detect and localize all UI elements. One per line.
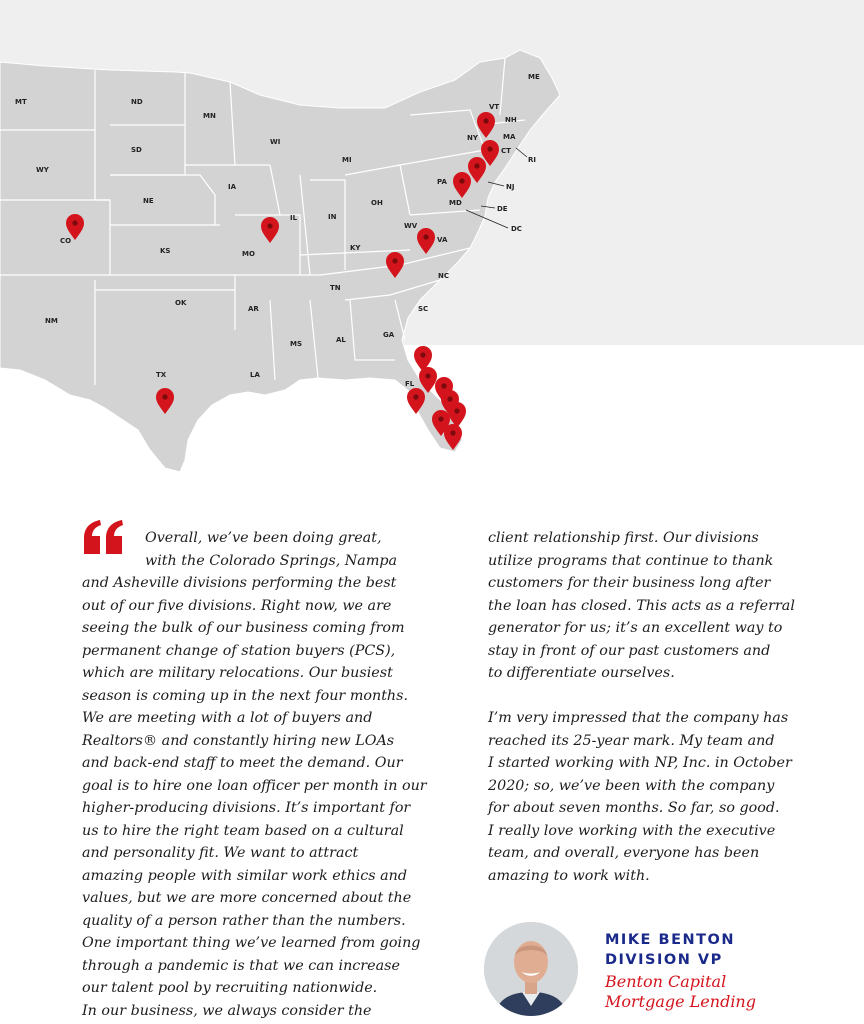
article-line: higher-producing divisions. It’s important for (82, 800, 411, 816)
article-line: utilize programs that continue to thank (488, 552, 774, 569)
svg-text:FL: FL (405, 380, 415, 388)
article-line: out of our five divisions. Right now, we are (82, 597, 392, 614)
article-line: I really love working with the executive (488, 822, 776, 839)
svg-text:NH: NH (505, 116, 517, 124)
article-line: us to hire the right team based on a cultural (82, 822, 404, 839)
article-line: One important thing we’ve learned from going (82, 935, 421, 951)
svg-text:CT: CT (501, 147, 511, 155)
svg-text:LA: LA (250, 371, 260, 379)
avatar (484, 922, 578, 1016)
article-line: with the Colorado Springs, Nampa (145, 552, 398, 569)
company-line: Mortgage Lending (605, 992, 756, 1011)
article-line: stay in front of our past customers and (488, 642, 771, 659)
article-line: Overall, we’ve been doing great, (145, 530, 382, 546)
svg-text:PA: PA (437, 178, 447, 186)
article-line: and Asheville divisions performing the best (82, 575, 397, 591)
svg-text:SC: SC (418, 305, 429, 313)
svg-text:WV: WV (404, 222, 418, 230)
svg-text:MS: MS (290, 340, 303, 348)
svg-text:AR: AR (248, 305, 259, 313)
svg-text:NY: NY (467, 134, 478, 142)
article-line: team, and overall, everyone has been (488, 845, 760, 861)
article-line: seeing the bulk of our business coming from (82, 620, 405, 636)
portrait-photo (484, 922, 578, 1016)
article-left-column (82, 527, 442, 1022)
article-line: generator for us; it’s an excellent way to (488, 620, 783, 636)
svg-text:IA: IA (228, 183, 237, 191)
us-landmass (0, 50, 560, 472)
article-line: I started working with NP, Inc. in October (488, 755, 792, 771)
svg-text:VA: VA (437, 236, 448, 244)
svg-text:TX: TX (156, 371, 167, 379)
svg-text:MO: MO (242, 250, 255, 258)
company-line: Benton Capital (605, 972, 727, 991)
svg-text:GA: GA (383, 331, 395, 339)
us-map (0, 0, 864, 480)
article-line: goal is to hire one loan officer per month in our (82, 777, 427, 794)
svg-text:ME: ME (528, 73, 540, 81)
signature-name-block (605, 930, 735, 970)
svg-text:MI: MI (342, 156, 352, 164)
article-line: reached its 25-year mark. My team and (488, 732, 775, 749)
svg-text:KS: KS (160, 247, 171, 255)
svg-text:WI: WI (270, 138, 281, 146)
svg-text:TN: TN (330, 284, 341, 292)
article-line: and back-end staff to meet the demand. Our (82, 755, 403, 771)
article-line: amazing people with similar work ethics and (82, 867, 408, 884)
company-name (605, 972, 756, 1012)
article-line: through a pandemic is that we can increase (82, 957, 400, 974)
article-line: amazing to work with. (488, 867, 650, 884)
svg-text:DC: DC (511, 225, 522, 233)
svg-text:MT: MT (15, 98, 27, 106)
article-line: I’m very impressed that the company has (488, 710, 789, 726)
svg-text:RI: RI (528, 156, 536, 164)
article-line: our talent pool by recruiting nationwide. (82, 980, 378, 996)
article-line: We are meeting with a lot of buyers and (82, 710, 373, 726)
svg-text:VT: VT (489, 103, 500, 111)
svg-text:NM: NM (45, 317, 58, 325)
article-line: Realtors® and constantly hiring new LOAs (82, 732, 395, 749)
svg-text:IL: IL (290, 214, 298, 222)
article-line: customers for their business long after (488, 575, 771, 591)
svg-text:MN: MN (203, 112, 216, 120)
svg-text:MA: MA (503, 133, 516, 141)
article-line: and personality fit. We want to attract (82, 845, 359, 861)
article-line: which are military relocations. Our busiest (82, 665, 393, 681)
svg-text:OH: OH (371, 199, 383, 207)
svg-text:ND: ND (131, 98, 143, 106)
svg-text:CO: CO (60, 237, 72, 245)
article-line: 2020; so, we’ve been with the company (488, 777, 775, 794)
article-line: season is coming up in the next four months. (82, 687, 409, 704)
svg-text:OK: OK (175, 299, 187, 307)
article-line: client relationship first. Our divisions (488, 530, 759, 546)
svg-text:WY: WY (36, 166, 49, 174)
person-title: DIVISION VP (605, 952, 723, 968)
article-line: permanent change of station buyers (PCS), (82, 642, 396, 659)
svg-text:MD: MD (449, 199, 462, 207)
svg-text:NE: NE (143, 197, 154, 205)
person-name: MIKE BENTON (605, 932, 735, 948)
article-line: In our business, we always consider the (82, 1002, 372, 1019)
svg-text:IN: IN (328, 213, 337, 221)
article-line: to differentiate ourselves. (488, 665, 675, 681)
svg-text:NJ: NJ (506, 183, 515, 191)
article-line: for about seven months. So far, so good. (488, 800, 780, 816)
svg-text:AL: AL (336, 336, 346, 344)
article-line: values, but we are more concerned about the (82, 890, 412, 906)
article-line: the loan has closed. This acts as a referral (488, 597, 795, 614)
article-right-column (488, 527, 808, 887)
article-line: quality of a person rather than the numbers. (82, 912, 406, 929)
svg-text:KY: KY (350, 244, 361, 252)
svg-text:DE: DE (497, 205, 508, 213)
svg-text:SD: SD (131, 146, 142, 154)
svg-text:NC: NC (438, 272, 449, 280)
